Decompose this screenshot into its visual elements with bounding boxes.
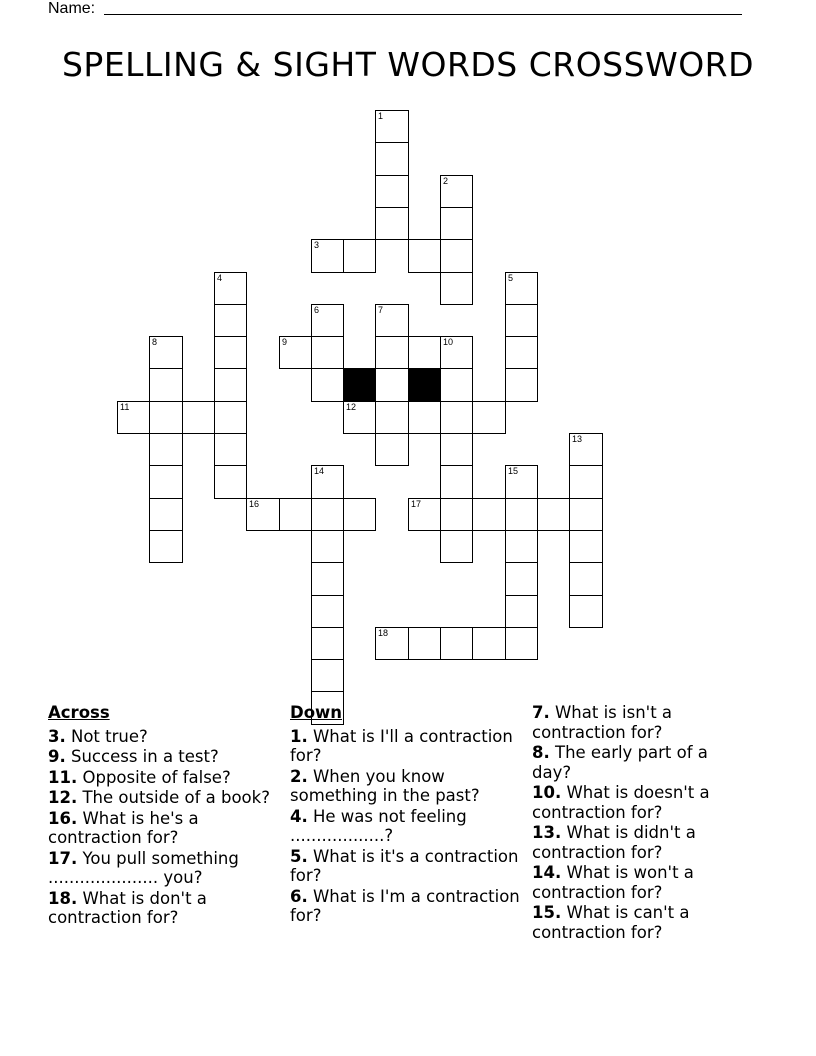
clue-item-text: The early part of a day?: [532, 743, 708, 782]
grid-cell[interactable]: [375, 433, 409, 466]
grid-cell[interactable]: [214, 401, 247, 434]
grid-cell[interactable]: [149, 368, 183, 402]
grid-cell[interactable]: [505, 595, 538, 628]
clue-item-text: He was not feeling ..................?: [290, 806, 467, 845]
grid-cell[interactable]: [311, 530, 344, 563]
grid-cell[interactable]: [149, 498, 183, 531]
down-clues-continued: [532, 703, 742, 943]
grid-cell[interactable]: [311, 368, 344, 402]
grid-cell[interactable]: [214, 433, 247, 466]
clue-number: 17: [411, 499, 422, 509]
grid-cell[interactable]: [214, 465, 247, 499]
grid-cell[interactable]: [505, 304, 538, 337]
clue-item: [48, 809, 278, 848]
clue-item: [532, 863, 742, 902]
clue-item-text: Success in a test?: [65, 747, 219, 766]
clue-item-number: 9.: [48, 747, 66, 766]
grid-cell[interactable]: [569, 530, 603, 563]
clue-number: 4: [217, 273, 223, 283]
clue-item-number: 6.: [290, 886, 308, 906]
clue-item-number: 14.: [532, 863, 562, 882]
clue-item: [290, 727, 520, 766]
grid-cell[interactable]: [375, 110, 409, 143]
clue-item-number: 15.: [532, 903, 562, 922]
grid-cell[interactable]: [343, 239, 376, 273]
clue-number: 5: [508, 273, 514, 283]
grid-cell[interactable]: [311, 465, 344, 499]
clue-item-text: What is won't a contraction for?: [532, 863, 694, 902]
grid-cell[interactable]: [537, 498, 570, 531]
black-cell: [408, 368, 441, 402]
across-heading: Across: [48, 703, 110, 722]
clue-number: 8: [152, 337, 158, 347]
clue-item: [532, 703, 742, 742]
grid-cell[interactable]: [279, 498, 312, 531]
clue-item: [532, 743, 742, 782]
grid-cell[interactable]: [440, 498, 473, 531]
grid-cell[interactable]: [149, 433, 183, 466]
clue-number: 16: [249, 499, 260, 509]
grid-cell[interactable]: [149, 530, 183, 563]
grid-cell[interactable]: [505, 530, 538, 563]
down-clues: [290, 703, 520, 927]
clue-item-number: 5.: [290, 846, 308, 866]
grid-cell[interactable]: [505, 562, 538, 596]
clue-item-number: 8.: [532, 743, 550, 762]
clue-number: 2: [443, 176, 449, 186]
clue-item: [532, 903, 742, 942]
clue-item-number: 3.: [48, 726, 66, 746]
clue-item-text: You pull something ..................... you?: [48, 848, 239, 887]
clue-item: [532, 823, 742, 862]
grid-cell[interactable]: [440, 272, 473, 305]
grid-cell[interactable]: [375, 304, 409, 337]
grid-cell[interactable]: [569, 562, 603, 596]
name-label: Name:: [48, 0, 96, 17]
clue-number: 13: [572, 434, 583, 444]
grid-cell[interactable]: [440, 175, 473, 208]
clue-item: [290, 847, 520, 886]
grid-cell[interactable]: [311, 336, 344, 369]
clue-item-text: Not true?: [65, 726, 148, 746]
grid-cell[interactable]: [569, 595, 603, 628]
clue-item: [48, 849, 278, 888]
clue-item-number: 18.: [48, 888, 78, 908]
grid-cell[interactable]: [311, 498, 344, 531]
grid-cell[interactable]: [440, 465, 473, 499]
black-cell: [343, 368, 376, 402]
clue-item-text: What is I'll a contraction for?: [290, 726, 513, 765]
clue-number: 9: [282, 337, 288, 347]
grid-cell[interactable]: [375, 207, 409, 240]
grid-cell[interactable]: [505, 498, 538, 531]
clue-item: [48, 788, 278, 808]
clue-number: 14: [314, 466, 325, 476]
clue-item-number: 7.: [532, 703, 550, 722]
clue-number: 11: [120, 402, 130, 412]
grid-cell[interactable]: [214, 304, 247, 337]
clue-item-text: Opposite of false?: [77, 767, 231, 787]
clue-item: [48, 747, 278, 767]
clue-item-number: 13.: [532, 823, 562, 842]
clue-item-number: 12.: [48, 788, 78, 807]
clue-item-text: What is it's a contraction for?: [290, 846, 519, 885]
clue-item-number: 11.: [48, 767, 78, 787]
grid-cell[interactable]: [214, 336, 247, 369]
grid-cell[interactable]: [505, 465, 538, 499]
clue-item-text: The outside of a book?: [77, 788, 270, 807]
grid-cell[interactable]: [408, 627, 441, 660]
clue-item: [290, 767, 520, 806]
clue-number: 15: [508, 466, 519, 476]
grid-cell[interactable]: [311, 659, 344, 692]
grid-cell[interactable]: [408, 401, 441, 434]
grid-cell[interactable]: [214, 272, 247, 305]
clue-number: 3: [314, 240, 320, 250]
grid-cell[interactable]: [343, 401, 376, 434]
grid-cell[interactable]: [569, 465, 603, 499]
clue-item: [290, 887, 520, 926]
grid-cell[interactable]: [505, 368, 538, 402]
clue-item-text: What is can't a contraction for?: [532, 903, 690, 942]
clue-item: [290, 807, 520, 846]
grid-cell[interactable]: [505, 272, 538, 305]
grid-cell[interactable]: [214, 368, 247, 402]
grid-cell[interactable]: [311, 627, 344, 660]
clue-number: 10: [443, 337, 454, 347]
clue-item-number: 2.: [290, 766, 308, 786]
grid-cell[interactable]: [311, 562, 344, 596]
grid-cell[interactable]: [375, 336, 409, 369]
grid-cell[interactable]: [505, 336, 538, 369]
grid-cell[interactable]: [117, 401, 150, 434]
clue-item: [48, 768, 278, 788]
grid-cell[interactable]: [440, 627, 473, 660]
grid-cell[interactable]: [440, 336, 473, 369]
grid-cell[interactable]: [311, 304, 344, 337]
clue-item-number: 17.: [48, 848, 78, 868]
clue-item: [532, 783, 742, 822]
clue-number: 7: [378, 305, 384, 315]
grid-cell[interactable]: [343, 498, 376, 531]
clue-number: 1: [378, 111, 384, 121]
grid-cell[interactable]: [375, 627, 409, 660]
clue-item-number: 10.: [532, 783, 562, 802]
clue-number: 18: [378, 628, 389, 638]
grid-cell[interactable]: [472, 401, 506, 434]
clue-item-text: What is isn't a contraction for?: [532, 703, 673, 742]
grid-cell[interactable]: [569, 498, 603, 531]
clue-item: [48, 889, 278, 928]
grid-cell[interactable]: [149, 401, 183, 434]
clue-item-number: 1.: [290, 726, 308, 746]
grid-cell[interactable]: [246, 498, 280, 531]
grid-cell[interactable]: [569, 433, 603, 466]
grid-cell[interactable]: [440, 368, 473, 402]
grid-cell[interactable]: [408, 239, 441, 273]
grid-cell[interactable]: [149, 336, 183, 369]
grid-cell[interactable]: [440, 239, 473, 273]
grid-cell[interactable]: [440, 207, 473, 240]
down-heading: Down: [290, 703, 343, 722]
page-title: SPELLING & SIGHT WORDS CROSSWORD: [61, 45, 755, 84]
grid-cell[interactable]: [375, 142, 409, 176]
grid-cell[interactable]: [408, 498, 441, 531]
grid-cell[interactable]: [375, 401, 409, 434]
clue-item-text: When you know something in the past?: [290, 766, 480, 805]
across-clues: [48, 703, 278, 929]
grid-cell[interactable]: [505, 627, 538, 660]
grid-cell[interactable]: [375, 175, 409, 208]
clue-item-text: What is he's a contraction for?: [48, 808, 199, 847]
grid-cell[interactable]: [311, 595, 344, 628]
grid-cell[interactable]: [440, 433, 473, 466]
clue-item-number: 16.: [48, 808, 78, 828]
clue-number: 6: [314, 305, 320, 315]
clue-item: [48, 727, 278, 747]
clue-item-text: What is doesn't a contraction for?: [532, 783, 710, 822]
grid-cell[interactable]: [311, 239, 344, 273]
grid-cell[interactable]: [440, 401, 473, 434]
grid-cell[interactable]: [279, 336, 312, 369]
grid-cell[interactable]: [472, 627, 506, 660]
clue-number: 12: [346, 402, 357, 412]
grid-cell[interactable]: [440, 530, 473, 563]
grid-cell[interactable]: [408, 336, 441, 369]
clue-item-number: 4.: [290, 806, 308, 826]
grid-cell[interactable]: [182, 401, 215, 434]
clue-item-text: What is I'm a contraction for?: [290, 886, 520, 925]
clue-item-text: What is don't a contraction for?: [48, 888, 207, 927]
clue-item-text: What is didn't a contraction for?: [532, 823, 696, 862]
grid-cell[interactable]: [149, 465, 183, 499]
grid-cell[interactable]: [472, 498, 506, 531]
